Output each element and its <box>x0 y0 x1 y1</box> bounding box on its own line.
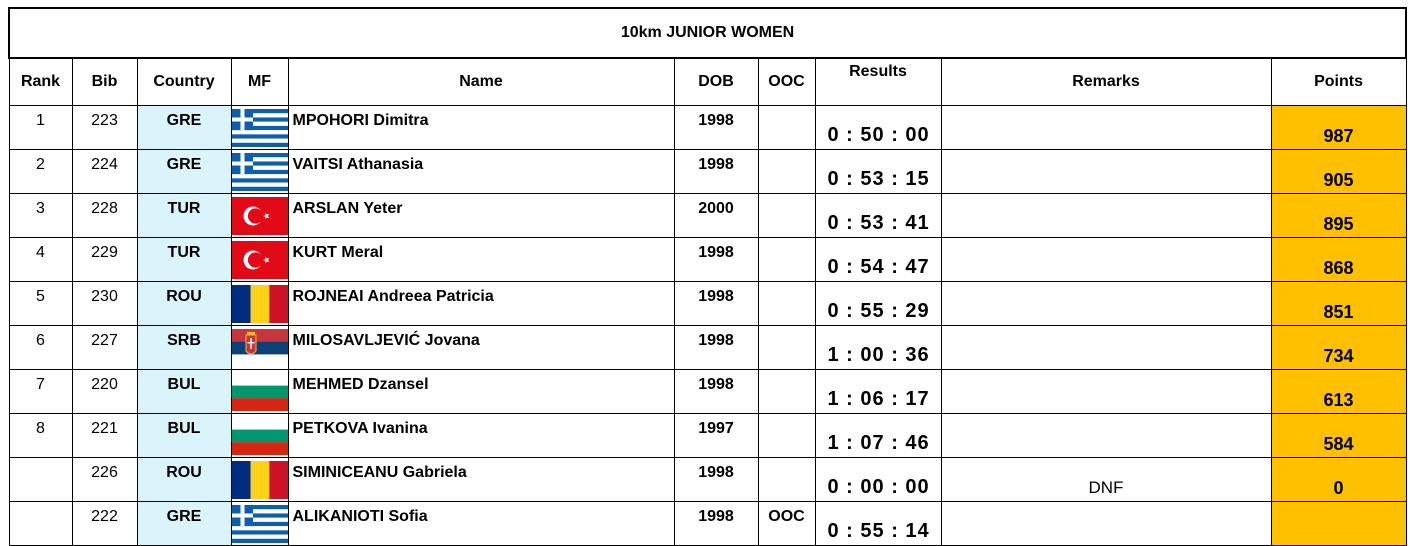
results-table <box>8 7 1407 546</box>
name-cell: MEHMED Dzansel <box>288 370 674 414</box>
romania-flag-icon <box>232 285 288 323</box>
flag-cell <box>231 194 288 238</box>
name-cell: PETKOVA Ivanina <box>288 414 674 458</box>
points-cell <box>1271 502 1406 546</box>
serbia-flag-icon <box>232 329 288 367</box>
dob-cell: 1998 <box>674 370 758 414</box>
rank-cell: 2 <box>9 150 72 194</box>
header-ooc: OOC <box>758 58 815 106</box>
dob-cell: 1998 <box>674 238 758 282</box>
result-cell: 0 : 53 : 15 <box>815 150 941 194</box>
flag-cell <box>231 282 288 326</box>
bib-cell: 229 <box>72 238 137 282</box>
remarks-cell <box>941 106 1271 150</box>
rank-cell <box>9 458 72 502</box>
remarks-cell <box>941 326 1271 370</box>
table-row <box>9 194 1406 238</box>
ooc-cell: OOC <box>758 502 815 546</box>
points-cell: 734 <box>1271 326 1406 370</box>
points-cell: 868 <box>1271 238 1406 282</box>
name-cell: VAITSI Athanasia <box>288 150 674 194</box>
header-mf: MF <box>231 58 288 106</box>
flag-cell <box>231 150 288 194</box>
bib-cell: 230 <box>72 282 137 326</box>
remarks-cell <box>941 238 1271 282</box>
rank-cell: 1 <box>9 106 72 150</box>
points-cell: 0 <box>1271 458 1406 502</box>
ooc-cell <box>758 370 815 414</box>
rank-cell: 8 <box>9 414 72 458</box>
table-row <box>9 282 1406 326</box>
remarks-cell: DNF <box>941 458 1271 502</box>
title-row <box>9 8 1406 58</box>
points-cell: 851 <box>1271 282 1406 326</box>
results-sheet <box>8 7 1405 542</box>
bib-cell: 222 <box>72 502 137 546</box>
name-cell: ARSLAN Yeter <box>288 194 674 238</box>
country-cell: ROU <box>137 282 231 326</box>
country-cell: ROU <box>137 458 231 502</box>
dob-cell: 1998 <box>674 282 758 326</box>
name-cell: ALIKANIOTI Sofia <box>288 502 674 546</box>
ooc-cell <box>758 106 815 150</box>
points-cell: 584 <box>1271 414 1406 458</box>
bulgaria-flag-icon <box>232 373 288 411</box>
table-row <box>9 150 1406 194</box>
flag-cell <box>231 414 288 458</box>
name-cell: ROJNEAI Andreea Patricia <box>288 282 674 326</box>
country-cell: GRE <box>137 502 231 546</box>
result-cell: 1 : 07 : 46 <box>815 414 941 458</box>
header-rank: Rank <box>9 58 72 106</box>
dob-cell: 1998 <box>674 458 758 502</box>
bib-cell: 227 <box>72 326 137 370</box>
romania-flag-icon <box>232 461 288 499</box>
header-bib: Bib <box>72 58 137 106</box>
table-row <box>9 502 1406 546</box>
flag-cell <box>231 326 288 370</box>
table-row <box>9 106 1406 150</box>
flag-cell <box>231 370 288 414</box>
points-cell: 987 <box>1271 106 1406 150</box>
turkey-flag-icon <box>232 197 288 235</box>
table-row <box>9 414 1406 458</box>
table-row <box>9 458 1406 502</box>
remarks-cell <box>941 282 1271 326</box>
flag-cell <box>231 238 288 282</box>
bib-cell: 221 <box>72 414 137 458</box>
header-points: Points <box>1271 58 1406 106</box>
ooc-cell <box>758 194 815 238</box>
dob-cell: 1998 <box>674 106 758 150</box>
points-cell: 905 <box>1271 150 1406 194</box>
rank-cell: 7 <box>9 370 72 414</box>
dob-cell: 1998 <box>674 326 758 370</box>
country-cell: TUR <box>137 238 231 282</box>
flag-cell <box>231 106 288 150</box>
country-cell: TUR <box>137 194 231 238</box>
ooc-cell <box>758 458 815 502</box>
ooc-cell <box>758 414 815 458</box>
greece-flag-icon <box>232 109 288 147</box>
bib-cell: 226 <box>72 458 137 502</box>
table-row <box>9 326 1406 370</box>
bib-cell: 228 <box>72 194 137 238</box>
bib-cell: 223 <box>72 106 137 150</box>
rank-cell: 3 <box>9 194 72 238</box>
result-cell: 1 : 06 : 17 <box>815 370 941 414</box>
greece-flag-icon <box>232 505 288 543</box>
dob-cell: 1997 <box>674 414 758 458</box>
points-cell: 895 <box>1271 194 1406 238</box>
flag-cell <box>231 458 288 502</box>
rank-cell: 5 <box>9 282 72 326</box>
points-cell: 613 <box>1271 370 1406 414</box>
result-cell: 1 : 00 : 36 <box>815 326 941 370</box>
dob-cell: 2000 <box>674 194 758 238</box>
bib-cell: 224 <box>72 150 137 194</box>
ooc-cell <box>758 326 815 370</box>
remarks-cell <box>941 370 1271 414</box>
table-title: 10km JUNIOR WOMEN <box>9 8 1406 58</box>
result-cell: 0 : 55 : 14 <box>815 502 941 546</box>
header-name: Name <box>288 58 674 106</box>
turkey-flag-icon <box>232 241 288 279</box>
result-cell: 0 : 54 : 47 <box>815 238 941 282</box>
ooc-cell <box>758 282 815 326</box>
header-row <box>9 58 1406 106</box>
remarks-cell <box>941 194 1271 238</box>
rank-cell <box>9 502 72 546</box>
ooc-cell <box>758 238 815 282</box>
result-cell: 0 : 53 : 41 <box>815 194 941 238</box>
country-cell: GRE <box>137 106 231 150</box>
table-row <box>9 370 1406 414</box>
name-cell: SIMINICEANU Gabriela <box>288 458 674 502</box>
name-cell: MILOSAVLJEVIĆ Jovana <box>288 326 674 370</box>
dob-cell: 1998 <box>674 150 758 194</box>
country-cell: GRE <box>137 150 231 194</box>
result-cell: 0 : 00 : 00 <box>815 458 941 502</box>
bulgaria-flag-icon <box>232 417 288 455</box>
country-cell: BUL <box>137 370 231 414</box>
name-cell: MPOHORI Dimitra <box>288 106 674 150</box>
remarks-cell <box>941 414 1271 458</box>
result-cell: 0 : 50 : 00 <box>815 106 941 150</box>
result-cell: 0 : 55 : 29 <box>815 282 941 326</box>
header-country: Country <box>137 58 231 106</box>
table-row <box>9 238 1406 282</box>
dob-cell: 1998 <box>674 502 758 546</box>
name-cell: KURT Meral <box>288 238 674 282</box>
header-dob: DOB <box>674 58 758 106</box>
ooc-cell <box>758 150 815 194</box>
country-cell: BUL <box>137 414 231 458</box>
rank-cell: 6 <box>9 326 72 370</box>
header-results: Results <box>815 58 941 106</box>
header-remarks: Remarks <box>941 58 1271 106</box>
country-cell: SRB <box>137 326 231 370</box>
flag-cell <box>231 502 288 546</box>
bib-cell: 220 <box>72 370 137 414</box>
rank-cell: 4 <box>9 238 72 282</box>
greece-flag-icon <box>232 153 288 191</box>
remarks-cell <box>941 150 1271 194</box>
remarks-cell <box>941 502 1271 546</box>
